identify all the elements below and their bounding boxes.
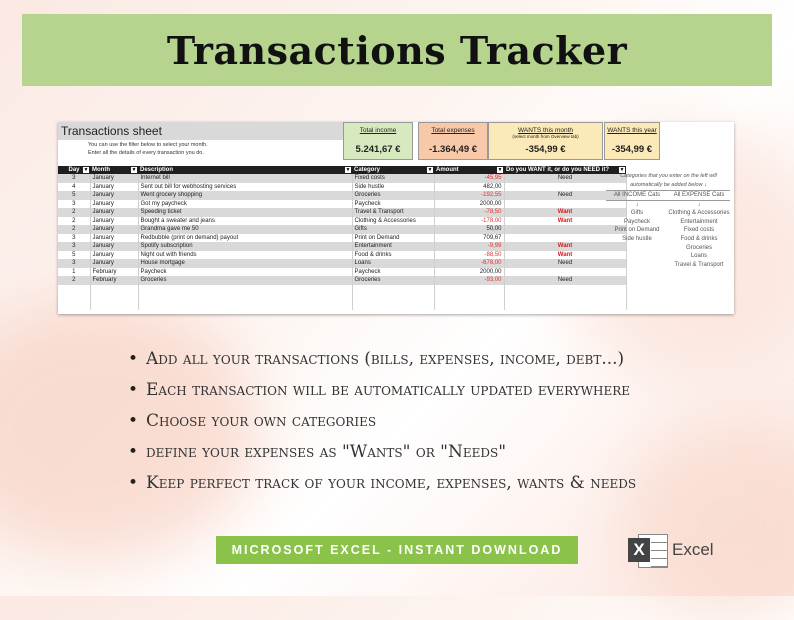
amount-cell[interactable]: -178,00 — [434, 217, 504, 226]
table-row — [58, 251, 626, 260]
sheet-note-1: You can use the filter below to select your month. — [88, 142, 208, 148]
table-row — [58, 200, 626, 209]
categories-panel — [606, 172, 731, 269]
kpi-box — [418, 122, 488, 160]
sheet-note-2: Enter all the details of every transaction you do. — [88, 150, 204, 156]
day-cell[interactable]: 2 — [58, 208, 90, 217]
income-category-item: Gifts — [630, 210, 644, 217]
income-category-item: ↓ — [635, 201, 639, 208]
day-cell[interactable]: 2 — [58, 225, 90, 234]
spreadsheet-preview — [58, 122, 734, 314]
want-need-cell[interactable]: Want — [504, 242, 626, 251]
day-cell[interactable]: 3 — [58, 259, 90, 268]
description-cell[interactable]: Speeding ticket — [138, 208, 352, 217]
category-cell[interactable]: Gifts — [352, 225, 434, 234]
day-cell[interactable]: 3 — [58, 242, 90, 251]
feature-item: • define your expenses as "Wants" or "Needs" — [128, 439, 636, 470]
month-cell[interactable]: January — [90, 183, 138, 192]
filter-dropdown-icon[interactable]: ▼ — [427, 167, 433, 173]
expense-category-item: Food & drinks — [680, 235, 718, 242]
day-cell[interactable]: 4 — [58, 183, 90, 192]
table-row — [58, 276, 626, 285]
description-cell[interactable]: Got my paycheck — [138, 200, 352, 209]
description-cell[interactable]: Went grocery shopping — [138, 191, 352, 200]
description-cell[interactable]: Night out with friends — [138, 251, 352, 260]
kpi-box — [343, 122, 413, 160]
amount-cell[interactable]: 709,67 — [434, 234, 504, 243]
income-category-item: Side hustle — [622, 235, 652, 242]
want-need-cell[interactable]: Want — [504, 208, 626, 217]
column-header[interactable] — [352, 166, 434, 174]
empty-row — [58, 293, 626, 302]
want-need-cell[interactable]: Want — [504, 251, 626, 260]
expense-category-item: Fixed costs — [683, 227, 715, 234]
column-header[interactable] — [434, 166, 504, 174]
table-row — [58, 217, 626, 226]
category-cell[interactable]: Side hustle — [352, 183, 434, 192]
day-cell[interactable]: 3 — [58, 174, 90, 183]
month-cell[interactable]: January — [90, 174, 138, 183]
month-cell[interactable]: January — [90, 234, 138, 243]
month-cell[interactable]: January — [90, 191, 138, 200]
description-cell[interactable]: Groceries — [138, 276, 352, 285]
income-category-item: Paycheck — [623, 218, 650, 225]
want-need-cell[interactable]: Want — [504, 217, 626, 226]
amount-cell[interactable]: -93,00 — [434, 276, 504, 285]
feature-item: • Choose your own categories — [128, 408, 636, 439]
description-cell[interactable]: Grandma gave me 50 — [138, 225, 352, 234]
kpi-value: -1.364,49 € — [428, 144, 478, 155]
category-cell[interactable]: Fixed costs — [352, 174, 434, 183]
day-cell[interactable]: 5 — [58, 251, 90, 260]
day-cell[interactable]: 2 — [58, 276, 90, 285]
filter-dropdown-icon[interactable]: ▼ — [83, 167, 89, 173]
kpi-value: -354,99 € — [611, 144, 653, 155]
month-cell[interactable]: January — [90, 217, 138, 226]
table-row — [58, 225, 626, 234]
expense-category-item: Groceries — [685, 244, 712, 251]
expense-category-item: Loans — [690, 253, 708, 260]
transactions-table — [58, 166, 627, 310]
category-cell[interactable]: Print on Demand — [352, 234, 434, 243]
expense-category-item: ↓ — [697, 201, 701, 208]
categories-note: Categories that you enter on the left will automatically be added below ↓ — [620, 173, 717, 188]
amount-cell[interactable]: -678,00 — [434, 259, 504, 268]
description-cell[interactable]: Paycheck — [138, 268, 352, 277]
column-header-label: Day — [68, 167, 80, 173]
month-cell[interactable]: January — [90, 200, 138, 209]
income-category-item: Print on Demand — [614, 227, 660, 234]
feature-item: • Keep perfect track of your income, expenses, wants & needs — [128, 470, 636, 501]
category-cell[interactable]: Paycheck — [352, 200, 434, 209]
month-cell[interactable]: January — [90, 208, 138, 217]
category-cell[interactable]: Groceries — [352, 276, 434, 285]
expense-category-item: Clothing & Accessories — [668, 210, 730, 217]
amount-cell[interactable]: 50,00 — [434, 225, 504, 234]
want-need-cell[interactable]: Need — [504, 191, 626, 200]
excel-label: Excel — [672, 540, 714, 559]
column-header-label: Description — [140, 167, 174, 173]
category-cell[interactable]: Groceries — [352, 191, 434, 200]
kpi-label: WANTS this year — [607, 127, 657, 134]
column-header[interactable] — [138, 166, 352, 174]
amount-cell[interactable]: -88,50 — [434, 251, 504, 260]
filter-dropdown-icon[interactable]: ▼ — [619, 167, 625, 173]
kpi-label: Total expenses — [431, 127, 475, 134]
description-cell[interactable]: Redbubble (print on demand) payout — [138, 234, 352, 243]
description-cell[interactable]: Bought a sweater and jeans — [138, 217, 352, 226]
column-header[interactable] — [58, 166, 90, 174]
description-cell[interactable]: Sent out bill for webhosting services — [138, 183, 352, 192]
sheet-title: Transactions sheet — [58, 122, 343, 140]
table-row — [58, 208, 626, 217]
expense-category-item: Travel & Transport — [674, 261, 724, 268]
table-row — [58, 234, 626, 243]
month-cell[interactable]: February — [90, 268, 138, 277]
expense-categories-list — [668, 190, 730, 269]
month-cell[interactable]: January — [90, 225, 138, 234]
income-categories-list — [606, 190, 668, 269]
kpi-sublabel: (select month from Overview tab) — [512, 134, 579, 139]
income-cats-header: All INCOME Cats — [606, 190, 668, 201]
excel-badge — [626, 530, 714, 570]
category-cell[interactable]: Entertainment — [352, 242, 434, 251]
excel-logo-icon: X — [626, 530, 668, 570]
kpi-value: -354,99 € — [525, 144, 566, 155]
day-cell[interactable]: 1 — [58, 268, 90, 277]
feature-item: • Each transaction will be automatically updated everywhere — [128, 377, 636, 408]
table-row — [58, 183, 626, 192]
day-cell[interactable]: 3 — [58, 234, 90, 243]
kpi-box — [488, 122, 603, 160]
amount-cell[interactable]: 2000,00 — [434, 200, 504, 209]
column-header-label: Month — [92, 167, 110, 173]
title-banner — [22, 14, 772, 86]
amount-cell[interactable]: -192,55 — [434, 191, 504, 200]
want-need-cell[interactable]: Need — [504, 174, 626, 183]
description-cell[interactable]: Spotify subscription — [138, 242, 352, 251]
category-cell[interactable]: Paycheck — [352, 268, 434, 277]
page-title: Transactions Tracker — [166, 27, 628, 73]
month-cell[interactable]: January — [90, 251, 138, 260]
table-row — [58, 268, 626, 277]
amount-cell[interactable]: 482,00 — [434, 183, 504, 192]
day-cell[interactable]: 5 — [58, 191, 90, 200]
empty-row — [58, 302, 626, 311]
day-cell[interactable]: 3 — [58, 200, 90, 209]
feature-list — [128, 346, 636, 501]
kpi-label: Total income — [359, 127, 397, 134]
column-header-label: Do you WANT it, or do you NEED it? — [506, 167, 609, 173]
expense-category-item: Entertainment — [680, 218, 718, 225]
filter-dropdown-icon[interactable]: ▼ — [497, 167, 503, 173]
want-need-cell[interactable]: Need — [504, 276, 626, 285]
description-cell[interactable]: House mortgage — [138, 259, 352, 268]
sheet-header — [58, 122, 734, 162]
kpi-box — [604, 122, 660, 160]
category-cell[interactable]: Loans — [352, 259, 434, 268]
amount-cell[interactable]: -45,95 — [434, 174, 504, 183]
category-cell[interactable]: Food & drinks — [352, 251, 434, 260]
category-cell[interactable]: Clothing & Accessories — [352, 217, 434, 226]
download-banner: MICROSOFT EXCEL - INSTANT DOWNLOAD — [216, 536, 578, 564]
amount-cell[interactable]: 2000,00 — [434, 268, 504, 277]
kpi-label: WANTS this month — [517, 127, 574, 134]
table-row — [58, 259, 626, 268]
empty-row — [58, 285, 626, 294]
amount-cell[interactable]: -9,99 — [434, 242, 504, 251]
want-need-cell[interactable]: Need — [504, 259, 626, 268]
column-header-label: Category — [354, 167, 381, 173]
description-cell[interactable]: Internet bill — [138, 174, 352, 183]
amount-cell[interactable]: -78,50 — [434, 208, 504, 217]
expense-cats-header: All EXPENSE Cats — [668, 190, 730, 201]
filter-dropdown-icon[interactable]: ▼ — [345, 167, 351, 173]
table-row — [58, 174, 626, 183]
month-cell[interactable]: January — [90, 242, 138, 251]
feature-item: • Add all your transactions (bills, expenses, income, debt...) — [128, 346, 636, 377]
month-cell[interactable]: January — [90, 259, 138, 268]
table-row — [58, 242, 626, 251]
column-header-label: Amount — [436, 167, 459, 173]
kpi-value: 5.241,67 € — [355, 144, 401, 155]
day-cell[interactable]: 2 — [58, 217, 90, 226]
month-cell[interactable]: February — [90, 276, 138, 285]
category-cell[interactable]: Travel & Transport — [352, 208, 434, 217]
table-row — [58, 191, 626, 200]
column-header[interactable] — [90, 166, 138, 174]
filter-dropdown-icon[interactable]: ▼ — [131, 167, 137, 173]
